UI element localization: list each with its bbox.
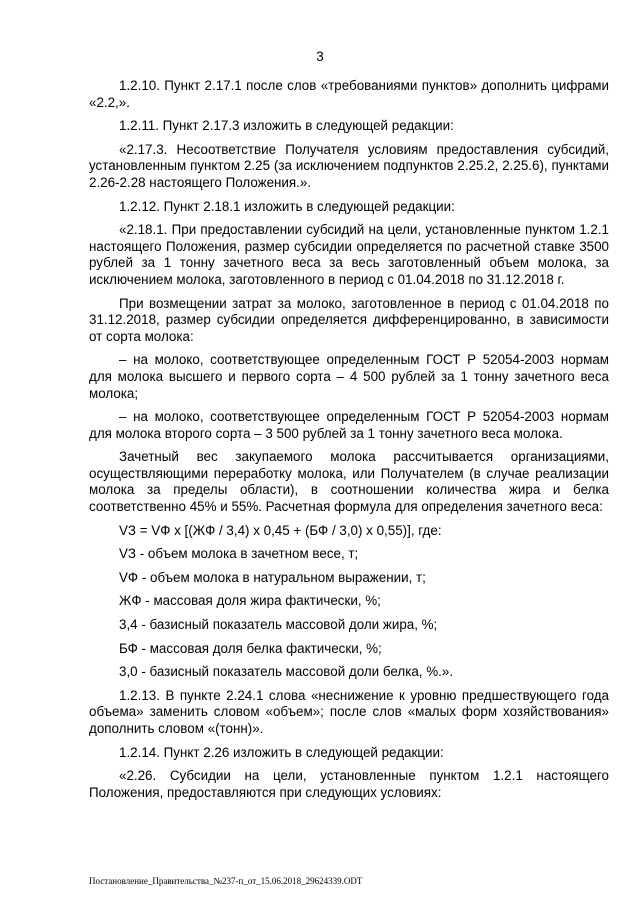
formula: VЗ = VФ х [(ЖФ / 3,4) х 0,45 + (БФ / 3,0) х 0,55)], где:: [119, 522, 442, 538]
paragraph-1-2-13: 1.2.13. В пункте 2.24.1 слова «неснижение к уровню предшествующего года объема» заменить словом «объем»; после слов «малых форм хозяйствования» дополнить словом «(тонн)».: [89, 687, 609, 736]
paragraph-1-2-10: 1.2.10. Пункт 2.17.1 после слов «требованиями пунктов» дополнить цифрами «2.2,».: [89, 78, 609, 110]
paragraph-grade-premium: – на молоко, соответствующее определенным ГОСТ Р 52054-2003 нормам для молока высшего и первого сорта – 4 500 рублей за 1 тонну зачетного веса молока;: [89, 352, 609, 401]
paragraph-1-2-11: 1.2.11. Пункт 2.17.3 изложить в следующей редакции:: [119, 118, 454, 134]
paragraph-1-2-12: 1.2.12. Пункт 2.18.1 изложить в следующей редакции:: [119, 198, 455, 214]
paragraph-1-2-14: 1.2.14. Пункт 2.26 изложить в следующей редакции:: [119, 744, 444, 760]
paragraph-grade-second: – на молоко, соответствующее определенным ГОСТ Р 52054-2003 нормам для молока второго сорта – 3 500 рублей за 1 тонну зачетного веса молока.: [89, 409, 609, 441]
footer-filename: Постановление_Правительства_№237-п_от_15.06.2018_29624339.ODT: [89, 876, 363, 886]
formula-term-protein-base: 3,0 - базисный показатель массовой доли белка, %.».: [119, 664, 454, 680]
paragraph-2-18-1: «2.18.1. При предоставлении субсидий на цели, установленные пунктом 1.2.1 настоящего Положения, размер субсидии определяется по расчетной ставке 3500 рублей за 1 тонну зачетного веса за весь заготовленный объем молока, за исключением молока, заготовленного в период с 01.04.2018 по 31.12.2018 г.: [89, 222, 609, 287]
formula-term-fat-base: 3,4 - базисный показатель массовой доли жира, %;: [119, 617, 438, 633]
paragraph-2-26: «2.26. Субсидии на цели, установленные пунктом 1.2.1 настоящего Положения, предоставляются при следующих условиях:: [89, 768, 609, 800]
formula-term-zhf: ЖФ - массовая доля жира фактически, %;: [119, 593, 381, 609]
formula-term-vf: VФ - объем молока в натуральном выражении, т;: [119, 569, 426, 585]
formula-term-vz: VЗ - объем молока в зачетном весе, т;: [119, 546, 359, 562]
page-number: 3: [316, 49, 324, 64]
paragraph-credit-weight: Зачетный вес закупаемого молока рассчитывается организациями, осуществляющими переработку молока, или Получателем (в случае реализации молока за пределы области), в соотношении количества жира и белка соответственно 45% и 55%. Расчетная формула для определения зачетного веса:: [89, 449, 609, 515]
formula-term-bf: БФ - массовая доля белка фактически, %;: [119, 640, 382, 656]
paragraph-reimbursement: При возмещении затрат за молоко, заготовленное в период с 01.04.2018 по 31.12.2018, размер субсидии определяется дифференцированно, в зависимости от сорта молока:: [89, 295, 609, 344]
document-body: [89, 78, 609, 808]
paragraph-2-17-3: «2.17.3. Несоответствие Получателя условиям предоставления субсидий, установленным пунктом 2.25 (за исключением подпунктов 2.25.2, 2.25.6), пунктами 2.26-2.28 настоящего Положения.».: [89, 141, 609, 190]
